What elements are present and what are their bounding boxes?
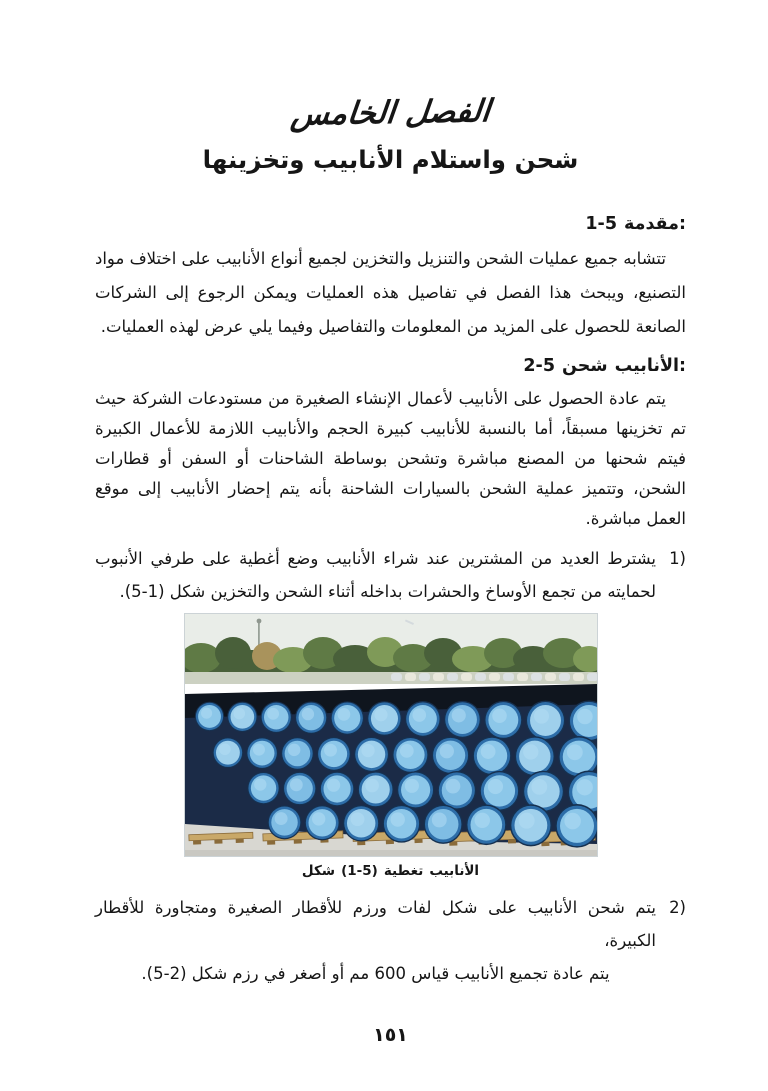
intro-paragraph: تتشابه جميع عمليات الشحن والتنزيل والتخزين لجميع أنواع الأنابيب على اختلاف مواد التصنيع، ويبحث هذا الفصل في تفاصيل هذه العمليات ويمكن الرجوع إلى الشركات الصانعة للحصول على المزيد من المعلومات والتفاصيل وفيما يلي عرض لهذه العمليات.	[95, 249, 686, 336]
pipes-photo	[185, 614, 597, 856]
figure-caption	[95, 859, 686, 883]
figure-5-1	[185, 614, 597, 856]
section-title-word: مقدمة:	[624, 214, 686, 234]
chapter-main-title: شحن واستلام الأنابيب وتخزينها	[202, 145, 579, 174]
list-item-1-text: يشترط العديد من المشترين عند شراء الأنابيب وضع أغطية على طرفي الأنبوب لحمايته من تجمع الأوساخ والحشرات بداخله أثناء الشحن والتخزين شكل (1-5).	[95, 549, 656, 601]
list-item-2-marker: 2)	[669, 898, 686, 917]
section-title-word: شحن	[562, 356, 608, 376]
section-number: 2-5	[523, 356, 555, 376]
list-item-2	[95, 891, 686, 990]
chapter-calligraphy-title: الفصل الخامس	[289, 93, 492, 133]
page-number: ١٥١	[373, 1024, 408, 1046]
section-heading-shipping	[95, 350, 686, 382]
caption-figure-number: (1-5)	[341, 863, 378, 879]
list-item-1	[95, 542, 686, 608]
caption-part: تغطية	[383, 863, 424, 879]
caption-part: الأنابيب	[429, 863, 480, 879]
list-item-2-text	[95, 891, 656, 990]
list-item-1-marker: 1)	[669, 549, 686, 568]
list-item-2-line2: يتم عادة تجميع الأنابيب قياس 600 مم أو أصغر في رزم شكل (2-5).	[141, 964, 610, 983]
list-item-2-line1: يتم شحن الأنابيب على شكل لفات ورزم للأقطار الصغيرة ومتجاورة للأقطار الكبيرة،	[95, 898, 656, 950]
section-heading-intro	[95, 208, 686, 240]
section-number: 1-5	[585, 214, 617, 234]
caption-part: شكل	[301, 863, 336, 879]
section-title-word: الأنابيب:	[614, 356, 686, 376]
shipping-paragraph: يتم عادة الحصول على الأنابيب لأعمال الإنشاء الصغيرة من مستودعات الشركة حيث تم تخزينها مسبقاً، أما بالنسبة للأنابيب كبيرة الحجم والأنابيب اللازمة للأعمال الكبيرة فيتم شحنها من المصنع مباشرة وتشحن بوساطة الشاحنات أو السفن أو قطارات الشحن، وتتميز عملية الشحن بالسيارات الشاحنة بأنه يتم إحضار الأنابيب إلى موقع العمل مباشرة.	[95, 389, 686, 528]
